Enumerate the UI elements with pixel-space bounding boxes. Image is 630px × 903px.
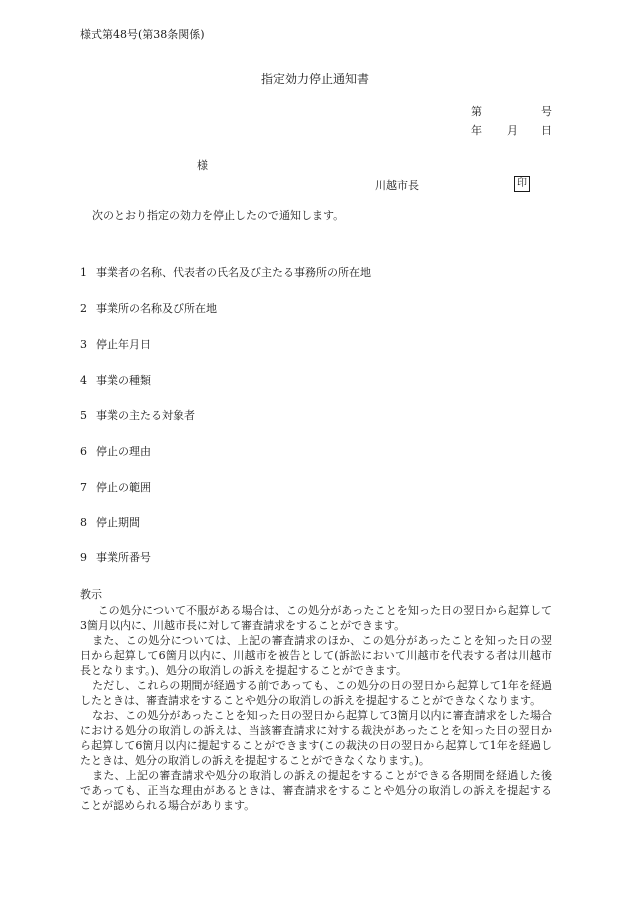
item-number: 9 [80, 551, 87, 564]
item-label: 事業の主たる対象者 [96, 409, 195, 422]
issuer-name: 川越市長 [375, 179, 419, 192]
notice-heading: 教示 [80, 588, 102, 601]
notice-paragraph: ただし、これらの期間が経過する前であっても、この処分の日の翌日から起算して1年を経過したときは、審査請求をすることや処分の取消しの訴えを提起することができなくなります。 [80, 679, 552, 707]
date-month-label: 月 [507, 124, 518, 137]
number-prefix: 第 [471, 105, 482, 118]
item-number: 5 [80, 409, 87, 422]
item-label: 事業の種類 [96, 374, 151, 387]
item-number: 4 [80, 374, 87, 387]
notice-paragraph: この処分について不服がある場合は、この処分があったことを知った日の翌日から起算して3箇月以内に、川越市長に対して審査請求をすることができます。 [80, 604, 552, 632]
item-number: 6 [80, 445, 87, 458]
item-number: 3 [80, 338, 87, 351]
notice-paragraph: なお、この処分があったことを知った日の翌日から起算して3箇月以内に審査請求をした場合における処分の取消しの訴えは、当該審査請求に対する裁決があったことを知った日の翌日から起算して6箇月以内に提起することができます(この裁決の日の翌日から起算して1年を経過したときは、処分の取消しの訴えを提起することができなくなります。)。 [80, 709, 552, 767]
list-item [80, 445, 151, 459]
item-label: 停止年月日 [96, 338, 151, 351]
item-label: 停止の範囲 [96, 481, 151, 494]
notice-paragraph: また、この処分については、上記の審査請求のほか、この処分があったことを知った日の翌日から起算して6箇月以内に、川越市を被告として(訴訟において川越市を代表する者は川越市長となります。)、処分の取消しの訴えを提起することができます。 [80, 634, 552, 677]
item-label: 事業所の名称及び所在地 [96, 302, 217, 315]
item-number: 1 [80, 266, 87, 279]
item-number: 7 [80, 481, 87, 494]
form-number: 様式第48号(第38条関係) [80, 28, 205, 41]
page-title: 指定効力停止通知書 [260, 72, 369, 86]
list-item [80, 551, 151, 565]
item-number: 8 [80, 516, 87, 529]
intro-text: 次のとおり指定の効力を停止したので通知します。 [92, 209, 345, 222]
list-item [80, 266, 371, 280]
item-label: 停止の理由 [96, 445, 151, 458]
number-suffix: 号 [541, 105, 552, 118]
item-label: 事業所番号 [96, 551, 151, 564]
list-item [80, 516, 140, 530]
list-item [80, 374, 151, 388]
list-item [80, 302, 217, 316]
notice-body [80, 603, 552, 813]
date-day-label: 日 [541, 124, 552, 137]
notice-paragraph: また、上記の審査請求や処分の取消しの訴えの提起をすることができる各期間を経過した後であっても、正当な理由があるときは、審査請求をすることや処分の取消しの訴えを提起することが認められる場合があります。 [80, 769, 552, 812]
item-number: 2 [80, 302, 87, 315]
item-label: 事業者の名称、代表者の氏名及び主たる事務所の所在地 [96, 266, 371, 279]
list-item [80, 338, 151, 352]
list-item [80, 409, 195, 423]
date-year-label: 年 [471, 124, 482, 137]
seal-mark: 印 [514, 176, 530, 192]
list-item [80, 481, 151, 495]
addressee-honorific: 様 [197, 159, 208, 172]
item-label: 停止期間 [96, 516, 140, 529]
